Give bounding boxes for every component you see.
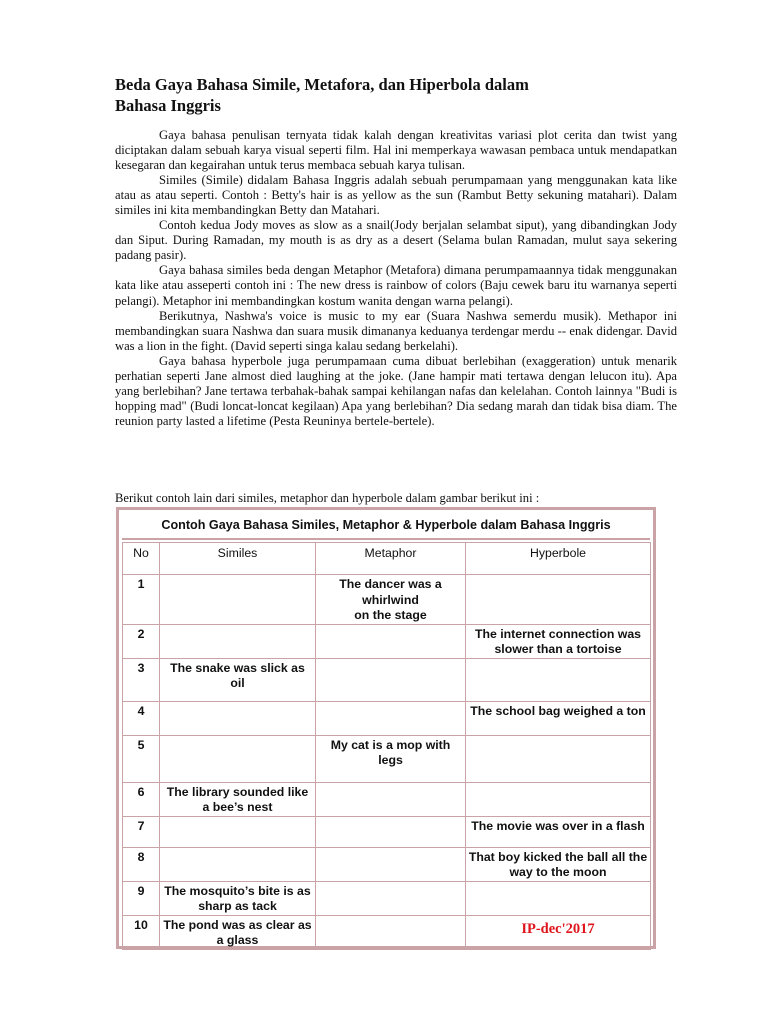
metaphor-cell — [316, 624, 466, 658]
table-header-row — [123, 543, 651, 575]
title-line-1: Beda Gaya Bahasa Simile, Metafora, dan Hiperbola dalam — [115, 75, 529, 94]
similes-cell — [160, 847, 316, 881]
figure-title-divider — [122, 538, 650, 540]
row-number: 8 — [123, 847, 160, 881]
title-line-2: Bahasa Inggris — [115, 96, 221, 115]
table-row — [123, 816, 651, 847]
author-stamp: IP-dec'2017 — [521, 920, 595, 937]
row-number: 6 — [123, 782, 160, 816]
header-no: No — [123, 543, 160, 575]
figure-title: Contoh Gaya Bahasa Similes, Metaphor & Hyperbole dalam Bahasa Inggris — [161, 518, 611, 532]
hyperbole-cell — [466, 881, 651, 915]
hyperbole-cell: The school bag weighed a ton — [466, 701, 651, 735]
paragraph-metaphor-examples: Berikutnya, Nashwa's voice is music to my ear (Suara Nashwa semerdu musik). Methapor ini membandingkan suara Nashwa dan suara musik dimananya keduanya terdengar merdu -- enak didengar. David was a lion in the fight. (David seperti singa kalau sedang berkelahi). — [115, 308, 677, 353]
metaphor-cell — [316, 816, 466, 847]
metaphor-cell — [316, 881, 466, 915]
metaphor-cell: My cat is a mop with legs — [316, 735, 466, 782]
row-number: 2 — [123, 624, 160, 658]
metaphor-cell — [316, 847, 466, 881]
table-row — [123, 701, 651, 735]
metaphor-cell — [316, 782, 466, 816]
similes-cell — [160, 735, 316, 782]
similes-cell: The pond was as clear as a glass — [160, 915, 316, 949]
similes-cell: The mosquito’s bite is as sharp as tack — [160, 881, 316, 915]
row-number: 4 — [123, 701, 160, 735]
similes-cell — [160, 575, 316, 625]
row-number: 1 — [123, 575, 160, 625]
hyperbole-cell: The movie was over in a flash — [466, 816, 651, 847]
article-title — [115, 74, 675, 116]
examples-figure — [116, 507, 656, 949]
hyperbole-cell — [466, 575, 651, 625]
paragraph-similes: Similes (Simile) didalam Bahasa Inggris adalah sebuah perumpamaan yang menggunakan kata like atau as atau seperti. Contoh : Betty's hair is as yellow as the sun (Rambut Betty sekuning matahari). Dalam similes ini kita membandingkan Betty dan Matahari. — [115, 173, 677, 218]
similes-cell: The snake was slick as oil — [160, 658, 316, 701]
paragraph-hyperbole: Gaya bahasa hyperbole juga perumpamaan cuma dibuat berlebihan (exaggeration) untuk menarik perhatian seperti Jane almost died laughing at the joke. (Jane hampir mati tertawa dengan lelucon itu). Apa yang berlebihan? Jane tertawa terbahak-bahak sampai kehilangan nafas dan kelelahan. Contoh lainnya "Budi is hopping mad" (Budi loncat-loncat kegilaan) Apa yang berlebihan? Dia sedang marah dan tidak bisa diam. The reunion party lasted a lifetime (Pesta Reuninya bertele-bertele). — [115, 353, 677, 428]
table-row — [123, 735, 651, 782]
table-row — [123, 915, 651, 949]
table-row — [123, 847, 651, 881]
metaphor-cell: The dancer was a whirlwind on the stage — [316, 575, 466, 625]
examples-table — [122, 542, 651, 950]
hyperbole-cell — [466, 915, 651, 949]
row-number: 7 — [123, 816, 160, 847]
paragraph-intro: Gaya bahasa penulisan ternyata tidak kalah dengan kreativitas variasi plot cerita dan twist yang diciptakan dalam sebuah karya visual seperti film. Hal ini memperkaya wawasan pembaca untuk mendapatkan kesegaran dan kegairahan untuk terus membaca sebuah karya tulisan. — [115, 128, 677, 173]
row-number: 9 — [123, 881, 160, 915]
hyperbole-cell: That boy kicked the ball all the way to the moon — [466, 847, 651, 881]
hyperbole-cell — [466, 735, 651, 782]
table-row — [123, 782, 651, 816]
similes-cell — [160, 701, 316, 735]
similes-cell: The library sounded like a bee’s nest — [160, 782, 316, 816]
article-body — [115, 128, 677, 429]
metaphor-cell — [316, 658, 466, 701]
figure-intro: Berikut contoh lain dari similes, metaphor dan hyperbole dalam gambar berikut ini : — [115, 491, 540, 505]
hyperbole-cell: The internet connection was slower than a tortoise — [466, 624, 651, 658]
table-row — [123, 575, 651, 625]
table-row — [123, 658, 651, 701]
metaphor-cell — [316, 915, 466, 949]
paragraph-similes-examples: Contoh kedua Jody moves as slow as a snail(Jody berjalan selambat siput), yang dibandingkan Jody dan Siput. During Ramadan, my mouth is as dry as a desert (Selama bulan Ramadan, mulut saya sekering padang pasir). — [115, 218, 677, 263]
row-number: 3 — [123, 658, 160, 701]
table-row — [123, 881, 651, 915]
header-metaphor: Metaphor — [316, 543, 466, 575]
header-hyperbole: Hyperbole — [466, 543, 651, 575]
similes-cell — [160, 624, 316, 658]
paragraph-metaphor: Gaya bahasa similes beda dengan Metaphor (Metafora) dimana perumpamaannya tidak menggunakan kata like atau asseperti contoh ini : The new dress is rainbow of colors (Baju cewek baru itu warnanya seperti pelangi). Metaphor ini membandingkan kostum wanita dengan warna pelangi). — [115, 263, 677, 308]
hyperbole-cell — [466, 658, 651, 701]
metaphor-cell — [316, 701, 466, 735]
table-row — [123, 624, 651, 658]
similes-cell — [160, 816, 316, 847]
hyperbole-cell — [466, 782, 651, 816]
row-number: 10 — [123, 915, 160, 949]
row-number: 5 — [123, 735, 160, 782]
header-similes: Similes — [160, 543, 316, 575]
